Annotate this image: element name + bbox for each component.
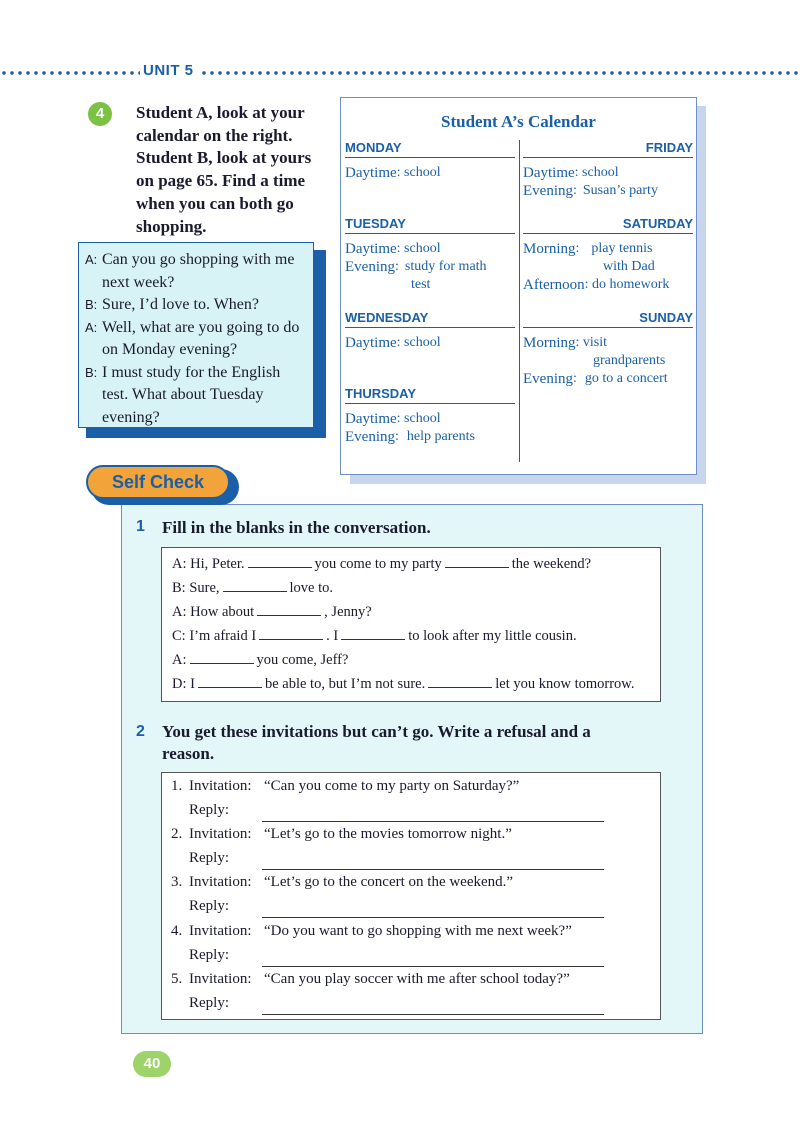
- dialog-line: B: I must study for the English: [85, 363, 281, 381]
- thursday-entry: Daytime : school Evening : help parents: [345, 411, 475, 445]
- calendar-title: Student A’s Calendar: [441, 112, 596, 131]
- instruction-line: calendar on the right.: [136, 125, 293, 145]
- reply-input-line[interactable]: [262, 917, 604, 918]
- unit-label: UNIT 5: [143, 62, 194, 79]
- blank-input[interactable]: [259, 624, 323, 640]
- invitation-row: [171, 778, 519, 795]
- dialog-line: A: Well, what are you going to do: [85, 318, 300, 336]
- page-number: 40: [133, 1051, 171, 1077]
- question-2-number: 2: [136, 723, 145, 740]
- wednesday-entry: Daytime : school: [345, 335, 441, 351]
- reply-input-line[interactable]: [262, 966, 604, 967]
- day-friday: FRIDAY: [523, 140, 693, 158]
- reply-row: [189, 898, 229, 915]
- question-1-number: 1: [136, 518, 145, 535]
- fill-line-3: A: How about , Jenny?: [172, 600, 372, 624]
- invitation-number: 3.: [171, 874, 183, 890]
- day-sunday: SUNDAY: [523, 310, 693, 328]
- invitation-row: [171, 874, 513, 891]
- activity-number-badge: 4: [88, 102, 112, 126]
- reply-input-line[interactable]: [262, 869, 604, 870]
- question-1-box: [161, 547, 661, 702]
- calendar-divider: [519, 140, 520, 462]
- blank-input[interactable]: [248, 552, 312, 568]
- question-2-heading: [162, 721, 662, 765]
- blank-input[interactable]: [428, 672, 492, 688]
- instruction-line: Student A, look at your: [136, 103, 305, 122]
- invitation-label: Invitation:: [189, 874, 252, 890]
- sunday-entry: Morning : visit grandparents Evening : go to a concert: [523, 335, 668, 387]
- blank-input[interactable]: [341, 624, 405, 640]
- header-dots-left: [0, 70, 140, 76]
- reply-row: [189, 995, 229, 1012]
- reply-label: Reply:: [189, 850, 229, 866]
- question-2-heading-line: You get these invitations but can’t go. Write a refusal and a: [162, 722, 591, 741]
- day-tuesday: TUESDAY: [345, 216, 515, 234]
- invitation-text: “Let’s go to the movies tomorrow night.”: [264, 826, 512, 842]
- reply-row: [189, 802, 229, 819]
- blank-input[interactable]: [257, 600, 321, 616]
- reply-label: Reply:: [189, 802, 229, 818]
- fill-line-2: B: Sure, love to.: [172, 576, 333, 600]
- activity-instructions: [136, 102, 336, 238]
- student-a-calendar: [340, 97, 697, 475]
- blank-input[interactable]: [445, 552, 509, 568]
- day-monday: MONDAY: [345, 140, 515, 158]
- reply-input-line[interactable]: [262, 1014, 604, 1015]
- reply-label: Reply:: [189, 898, 229, 914]
- invitation-row: [171, 826, 512, 843]
- monday-entry: Daytime : school: [345, 165, 441, 181]
- invitation-number: 1.: [171, 778, 183, 794]
- self-check-badge: Self Check: [86, 465, 230, 499]
- invitation-number: 5.: [171, 971, 183, 987]
- invitation-text: “Can you play soccer with me after school today?”: [264, 971, 570, 987]
- invitation-text: “Do you want to go shopping with me next week?”: [264, 923, 572, 939]
- instruction-line: on page 65. Find a time: [136, 171, 306, 191]
- reply-label: Reply:: [189, 995, 229, 1011]
- dialog-line: evening?: [102, 408, 160, 426]
- fill-line-6: D: I be able to, but I’m not sure. let you know tomorrow.: [172, 672, 634, 696]
- day-wednesday: WEDNESDAY: [345, 310, 515, 328]
- saturday-entry: Morning : play tennis with Dad Afternoon : do homework: [523, 241, 670, 293]
- blank-input[interactable]: [223, 576, 287, 592]
- invitation-text: “Let’s go to the concert on the weekend.”: [264, 874, 514, 890]
- question-1-heading: Fill in the blanks in the conversation.: [162, 518, 431, 537]
- invitation-label: Invitation:: [189, 778, 252, 794]
- dialog-line: test. What about Tuesday: [102, 386, 264, 403]
- invitation-label: Invitation:: [189, 971, 252, 987]
- dialog-line: B: Sure, I’d love to. When?: [85, 296, 259, 313]
- fill-line-4: C: I’m afraid I . I to look after my little cousin.: [172, 624, 577, 648]
- header-dots-right: [200, 70, 800, 76]
- invitation-row: [171, 971, 570, 988]
- invitation-number: 2.: [171, 826, 183, 842]
- day-saturday: SATURDAY: [523, 216, 693, 234]
- invitation-row: [171, 923, 572, 940]
- reply-row: [189, 947, 229, 964]
- blank-input[interactable]: [198, 672, 262, 688]
- invitation-text: “Can you come to my party on Saturday?”: [264, 778, 520, 794]
- tuesday-entry: Daytime : school Evening : study for math test: [345, 241, 487, 292]
- dialog-line: next week?: [102, 273, 175, 291]
- blank-input[interactable]: [190, 648, 254, 664]
- question-2-heading-line: reason.: [162, 744, 215, 763]
- dialog-line: on Monday evening?: [102, 341, 238, 358]
- fill-line-5: A: you come, Jeff?: [172, 648, 348, 672]
- reply-label: Reply:: [189, 947, 229, 963]
- day-thursday: THURSDAY: [345, 386, 515, 404]
- dialog-line: A: Can you go shopping with me: [85, 251, 295, 268]
- invitation-label: Invitation:: [189, 826, 252, 842]
- instruction-line: Student B, look at yours: [136, 148, 312, 168]
- friday-entry: Daytime : school Evening : Susan’s party: [523, 165, 658, 199]
- instruction-line: shopping.: [136, 216, 207, 236]
- reply-row: [189, 850, 229, 867]
- instruction-line: when you can both go: [136, 193, 294, 213]
- reply-input-line[interactable]: [262, 821, 604, 822]
- fill-line-1: A: Hi, Peter. you come to my party the weekend?: [172, 552, 591, 576]
- sample-dialog: [78, 242, 314, 428]
- invitation-number: 4.: [171, 923, 183, 939]
- invitation-label: Invitation:: [189, 923, 252, 939]
